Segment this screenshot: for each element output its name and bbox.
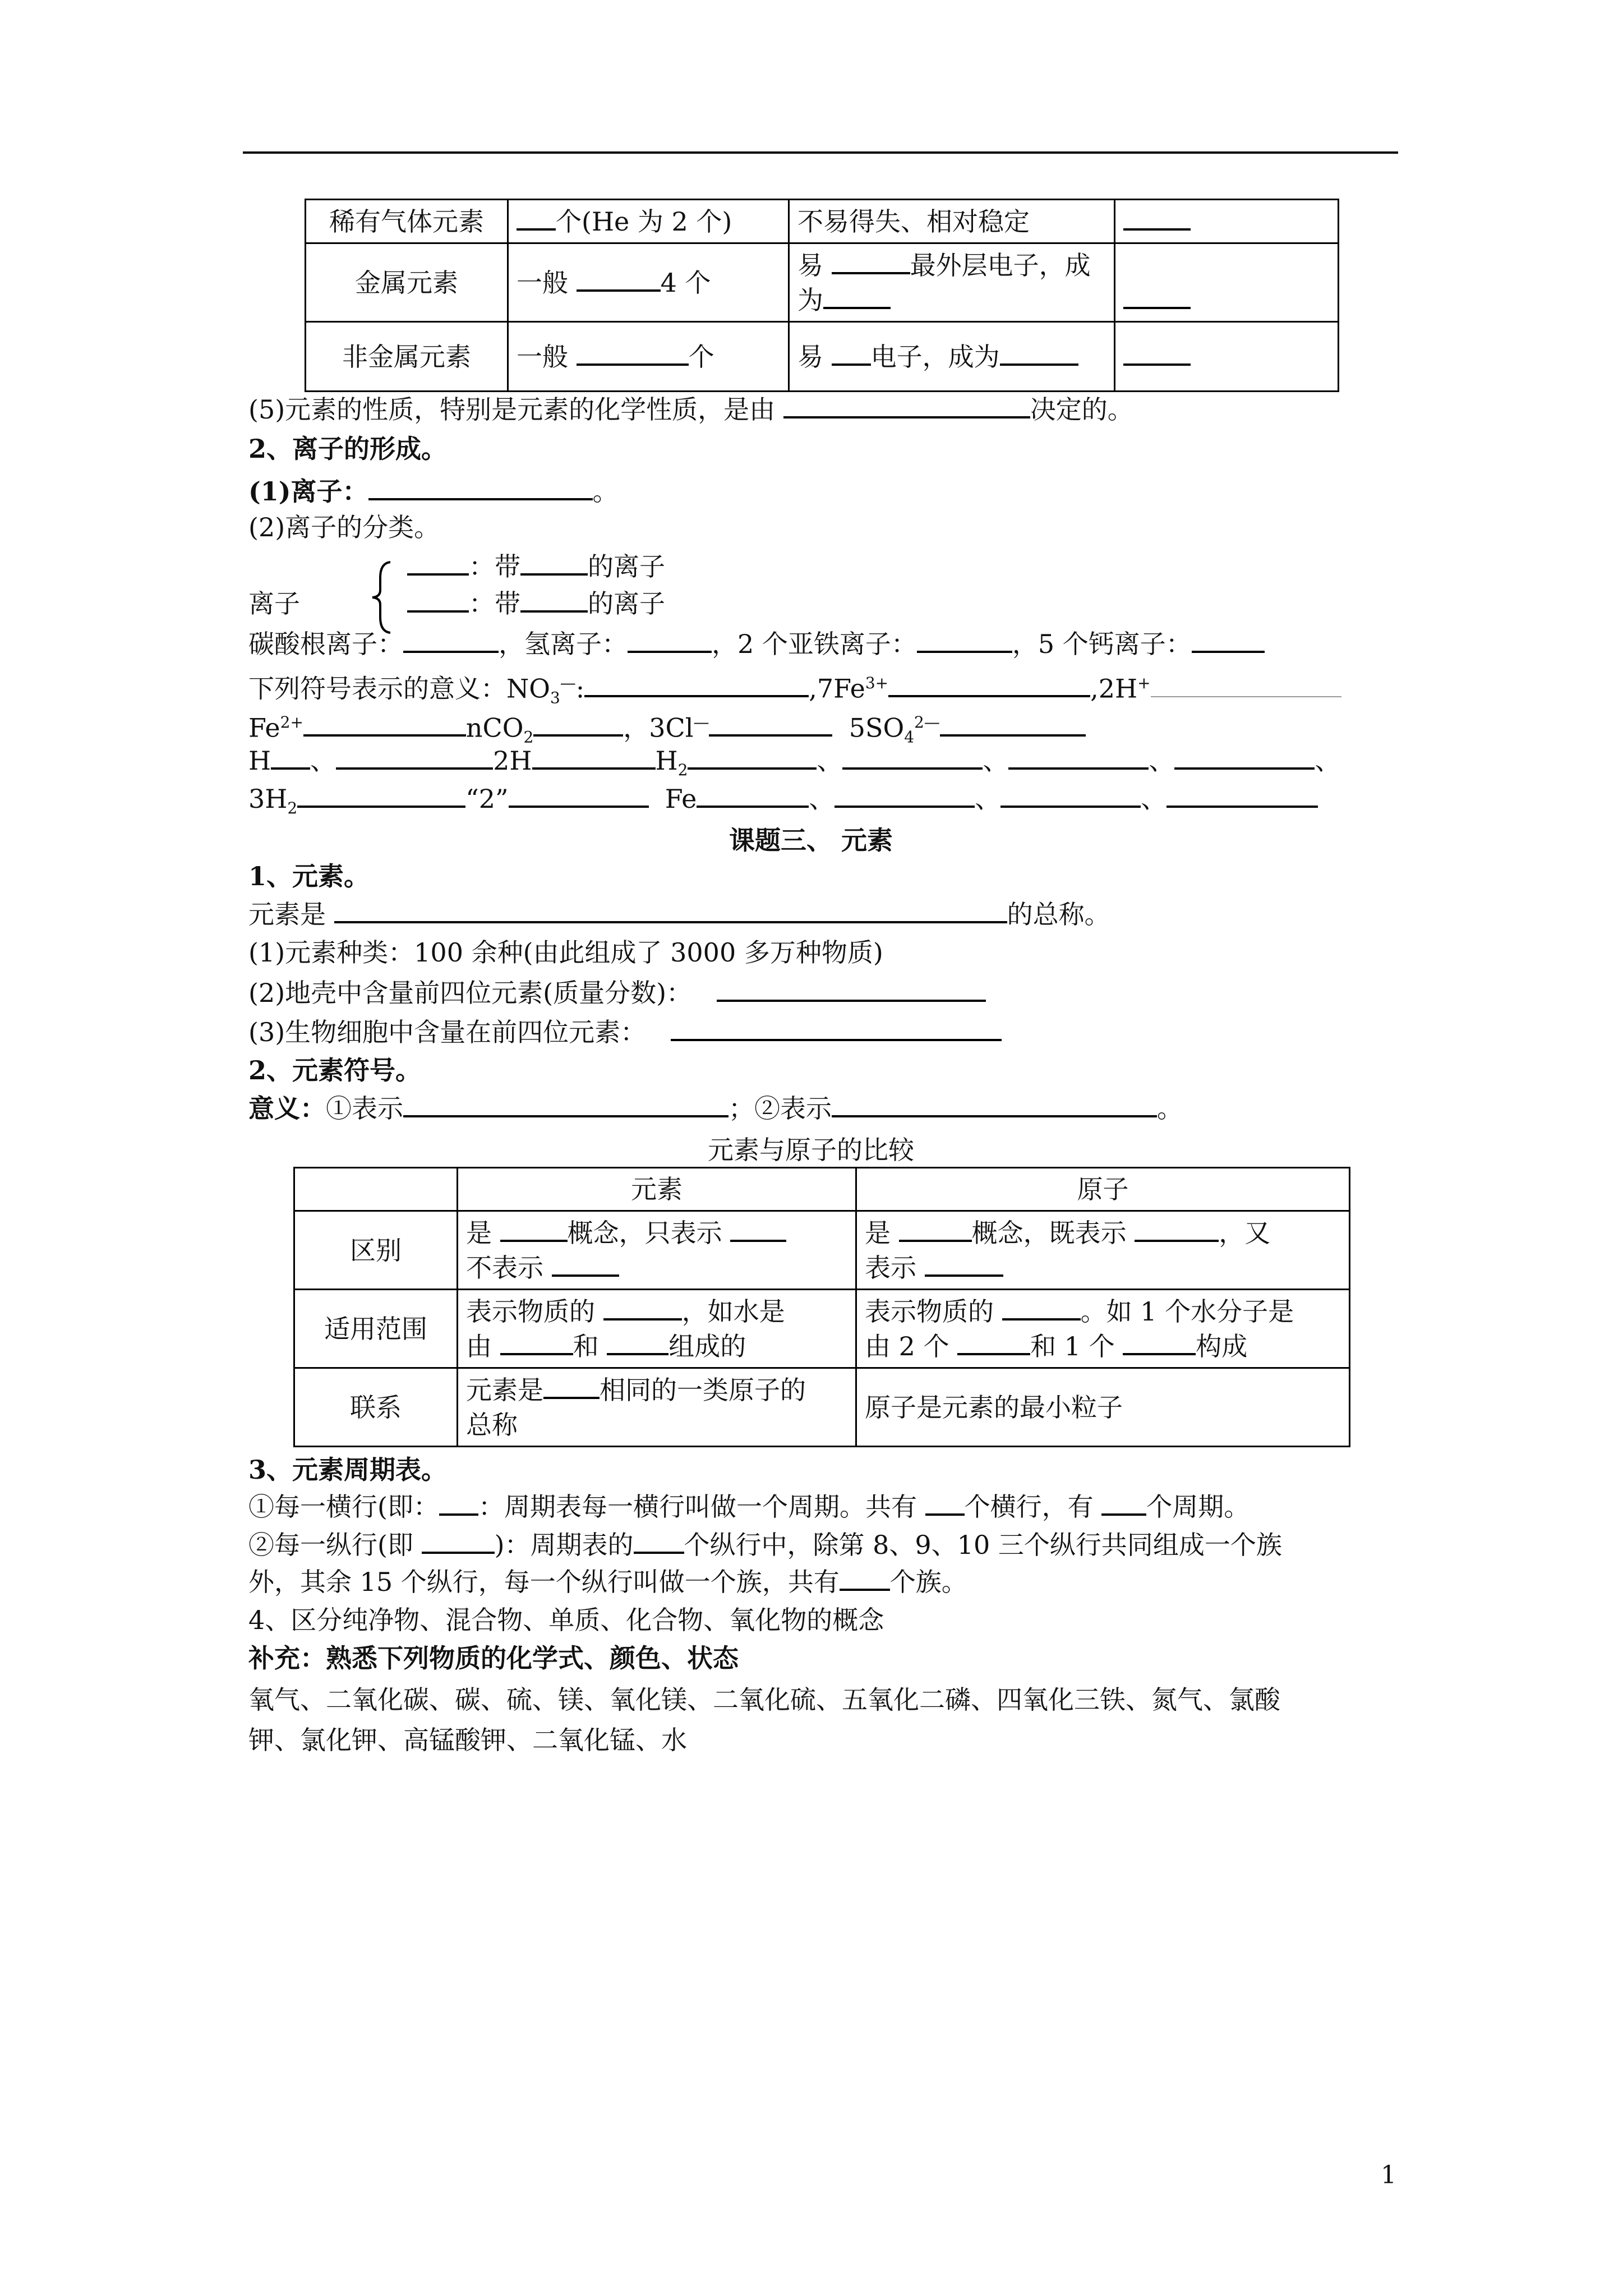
text-line: ：带 的离子 bbox=[407, 550, 665, 583]
text-line: (2)离子的分类。 bbox=[248, 512, 440, 542]
blank[interactable] bbox=[925, 1251, 1003, 1277]
blank[interactable] bbox=[303, 711, 466, 737]
element-type-table bbox=[305, 199, 1339, 392]
brace-icon bbox=[370, 561, 393, 634]
blank[interactable] bbox=[834, 782, 975, 808]
text-line: 碳酸根离子： ，氢离子： ，2 个亚铁离子： ，5 个钙离子： bbox=[248, 627, 1265, 661]
blank[interactable] bbox=[607, 1329, 668, 1355]
blank[interactable] bbox=[520, 550, 588, 576]
text-line: 下列符号表示的意义：$NO_3^—$: $,7Fe^{3+}$ ,2H+ bbox=[248, 666, 1341, 715]
blank[interactable] bbox=[840, 1565, 890, 1591]
section-heading: 1、元素。 bbox=[248, 861, 370, 891]
blank[interactable] bbox=[552, 1251, 619, 1277]
text-line: $Fe^{2+}$ nCO$_2$ ，3Cl— $5SO_4^{2—}$ bbox=[248, 706, 1086, 754]
text-line: 4、区分纯净物、混合物、单质、化合物、氧化物的概念 bbox=[248, 1605, 884, 1635]
blank[interactable] bbox=[940, 711, 1086, 737]
blank[interactable] bbox=[1000, 340, 1078, 366]
blank[interactable] bbox=[517, 205, 556, 231]
blank[interactable] bbox=[1192, 627, 1265, 653]
text-line: 离子 bbox=[248, 588, 300, 619]
blank[interactable] bbox=[403, 1092, 728, 1117]
blank[interactable] bbox=[543, 1373, 600, 1399]
table-cell: 一般 4 个 bbox=[508, 243, 789, 322]
table-caption: 元素与原子的比较 bbox=[708, 1135, 914, 1165]
text-line: ①每一横行(即： ：周期表每一横行叫做一个周期。共有 个横行，有 个周期。 bbox=[248, 1490, 1249, 1524]
section-heading: 2、元素符号。 bbox=[248, 1055, 422, 1085]
text-line: (1)离子： 。 bbox=[248, 475, 619, 508]
blank[interactable] bbox=[888, 671, 1090, 697]
blank[interactable] bbox=[403, 627, 499, 653]
text-line: ②每一纵行(即 )：周期表的 个纵行中，除第 8、9、10 三个纵行共同组成一个族 bbox=[248, 1528, 1282, 1562]
blank[interactable] bbox=[925, 1490, 965, 1516]
blank[interactable] bbox=[1000, 782, 1141, 808]
table-cell: 金属元素 bbox=[306, 243, 508, 322]
blank[interactable] bbox=[832, 249, 910, 274]
blank[interactable] bbox=[730, 1216, 786, 1242]
blank[interactable] bbox=[271, 744, 310, 770]
text-line: (2)地壳中含量前四位元素(质量分数)： bbox=[248, 976, 986, 1010]
blank[interactable] bbox=[1101, 1490, 1146, 1516]
text-line: ：带 的离子 bbox=[407, 587, 665, 620]
section-heading: 3、元素周期表。 bbox=[248, 1455, 448, 1485]
blank[interactable] bbox=[832, 340, 871, 366]
blank[interactable] bbox=[1123, 205, 1191, 231]
blank[interactable] bbox=[336, 744, 493, 770]
blank[interactable] bbox=[1135, 1216, 1219, 1242]
text-line: (5)元素的性质，特别是元素的化学性质，是由 决定的。 bbox=[248, 393, 1133, 426]
blank[interactable] bbox=[439, 1490, 478, 1516]
section-title: 课题三、 元素 bbox=[729, 825, 893, 855]
blank[interactable] bbox=[500, 1329, 573, 1355]
section-heading: 2、离子的形成。 bbox=[248, 434, 448, 464]
text-line: (3)生物细胞中含量在前四位元素： bbox=[248, 1015, 1002, 1049]
blank[interactable] bbox=[671, 1015, 1002, 1041]
blank[interactable] bbox=[407, 587, 469, 613]
table-cell: 原子是元素的最小粒子 bbox=[856, 1368, 1350, 1447]
blank[interactable] bbox=[297, 782, 465, 808]
blank[interactable] bbox=[577, 266, 661, 292]
blank[interactable] bbox=[584, 671, 809, 697]
table-cell: 表示物质的 ，如水是 由 和 组成的 bbox=[458, 1290, 856, 1368]
header-rule bbox=[243, 151, 1398, 154]
text-line: 钾、氯化钾、高锰酸钾、二氧化锰、水 bbox=[248, 1725, 687, 1755]
blank[interactable] bbox=[634, 1528, 684, 1554]
text-line: 氧气、二氧化碳、碳、硫、镁、氧化镁、二氧化硫、五氧化二磷、四氧化三铁、氮气、氯酸 bbox=[248, 1685, 1280, 1715]
table-cell: 联系 bbox=[294, 1368, 458, 1447]
table-cell: 非金属元素 bbox=[306, 322, 508, 392]
blank[interactable] bbox=[577, 340, 689, 366]
blank[interactable] bbox=[842, 744, 983, 770]
table-cell: 一般 个 bbox=[508, 322, 789, 392]
blank[interactable] bbox=[603, 1295, 682, 1320]
text-line: (1)元素种类：100 余种(由此组成了 3000 多万种物质) bbox=[248, 937, 883, 968]
blank[interactable] bbox=[1174, 744, 1315, 770]
text-line: 外，其余 15 个纵行，每一个纵行叫做一个族，共有 个族。 bbox=[248, 1565, 967, 1599]
blank[interactable] bbox=[957, 1329, 1030, 1355]
table-cell bbox=[1115, 322, 1339, 392]
blank[interactable] bbox=[917, 627, 1012, 653]
text-line: 元素是 的总称。 bbox=[248, 898, 1110, 931]
table-header: 原子 bbox=[856, 1168, 1350, 1211]
table-cell: 是 概念，既表示 ，又 表示 bbox=[856, 1211, 1350, 1290]
table-header: 元素 bbox=[458, 1168, 856, 1211]
text-line: H 、 2H $H_2$ 、 、 、 、 bbox=[248, 744, 1340, 787]
table-cell: 元素是 相同的一类原子的 总称 bbox=[458, 1368, 856, 1447]
blank[interactable] bbox=[823, 283, 891, 309]
element-atom-comparison-table bbox=[293, 1167, 1350, 1447]
table-cell: 易 电子，成为 bbox=[789, 322, 1115, 392]
blank[interactable] bbox=[783, 393, 1030, 418]
table-cell: 不易得失、相对稳定 bbox=[789, 200, 1115, 243]
blank[interactable] bbox=[1123, 340, 1191, 366]
blank[interactable] bbox=[1002, 1295, 1081, 1320]
blank[interactable] bbox=[500, 1216, 568, 1242]
blank[interactable] bbox=[509, 782, 649, 808]
section-heading: 补充：熟悉下列物质的化学式、颜色、状态 bbox=[248, 1643, 739, 1673]
table-cell: 区别 bbox=[294, 1211, 458, 1290]
blank[interactable] bbox=[697, 782, 809, 808]
table-cell bbox=[1115, 200, 1339, 243]
table-cell: 易 最外层电子，成 为 bbox=[789, 243, 1115, 322]
table-cell: 表示物质的 。如 1 个水分子是 由 2 个 和 1 个 构成 bbox=[856, 1290, 1350, 1368]
table-cell: 稀有气体元素 bbox=[306, 200, 508, 243]
table-cell: 适用范围 bbox=[294, 1290, 458, 1368]
blank[interactable] bbox=[1123, 283, 1191, 309]
blank[interactable] bbox=[532, 744, 656, 770]
table-cell bbox=[1115, 243, 1339, 322]
blank[interactable] bbox=[899, 1216, 972, 1242]
blank[interactable] bbox=[422, 1528, 495, 1554]
blank[interactable] bbox=[407, 550, 469, 576]
blank[interactable] bbox=[334, 898, 1007, 923]
blank[interactable] bbox=[533, 711, 623, 737]
table-cell: 是 概念，只表示 不表示 bbox=[458, 1211, 856, 1290]
table-cell bbox=[294, 1168, 458, 1211]
blank[interactable] bbox=[1151, 673, 1341, 697]
blank[interactable] bbox=[520, 587, 588, 613]
table-cell: 个(He 为 2 个) bbox=[508, 200, 789, 243]
text-line: 意义：①表示 ；②表示 。 bbox=[248, 1092, 1183, 1125]
blank[interactable] bbox=[717, 976, 986, 1002]
blank[interactable] bbox=[688, 744, 817, 770]
text-line: $3H_2$ “2” Fe 、 、 、 bbox=[248, 782, 1318, 825]
blank[interactable] bbox=[1008, 744, 1149, 770]
blank[interactable] bbox=[1123, 1329, 1196, 1355]
blank[interactable] bbox=[368, 475, 593, 500]
blank[interactable] bbox=[709, 711, 832, 737]
blank[interactable] bbox=[628, 627, 712, 653]
blank[interactable] bbox=[832, 1092, 1157, 1117]
page-number: 1 bbox=[1381, 2161, 1396, 2189]
blank[interactable] bbox=[1166, 782, 1318, 808]
